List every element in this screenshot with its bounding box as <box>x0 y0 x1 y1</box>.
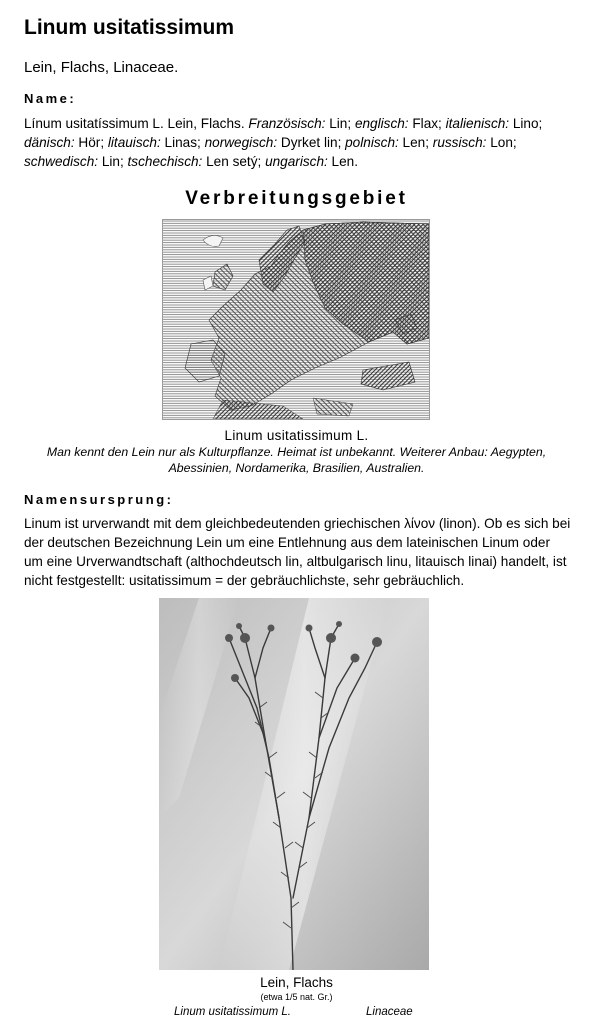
translation-language: italienisch: <box>445 116 510 131</box>
photo-family: Linaceae <box>366 1006 413 1018</box>
page-title: Linum usitatissimum <box>24 16 235 39</box>
translation-term: Lino; <box>509 116 543 131</box>
flax-plant-image <box>159 598 429 970</box>
translation-term: Len; <box>398 135 433 150</box>
translation-language: russisch: <box>432 135 487 150</box>
map-note: Man kennt den Lein nur als Kulturpflanze. Heimat ist unbekannt. Weiterer Anbau: Aegypten, Abessinien, Nordamerika, Brasilien, Australien. <box>46 445 547 475</box>
origin-paragraph: Linum ist urverwandt mit dem gleichbedeutenden griechischen λίνον (linon). Ob es sich bei der deutschen Bezeichnung Lein um eine Entlehnung aus dem lateinischen Linum oder um eine Urverwandtschaft (althochdeutsch lin, altbulgarisch linu, litauisch linai) handelt, ist nicht festgestellt: usitatissimum = der gebräuchlichste, sehr gebräuchlich. <box>24 516 571 588</box>
translation-language: litauisch: <box>107 135 161 150</box>
translation-language: Französisch: <box>248 116 326 131</box>
name-heading: Name: <box>24 91 77 106</box>
name-paragraph <box>24 114 572 171</box>
translation-language: englisch: <box>354 116 409 131</box>
translation-language: schwedisch: <box>24 154 99 169</box>
distribution-heading: Verbreitungsgebiet <box>185 188 408 209</box>
translation-term: Lin; <box>98 154 128 169</box>
map-caption: Linum usitatissimum L. <box>224 428 369 443</box>
origin-heading: Namensursprung: <box>24 492 174 507</box>
translation-language: polnisch: <box>345 135 399 150</box>
photo-latin-name: Linum usitatissimum L. <box>174 1006 291 1018</box>
translation-term: Lin; <box>325 116 355 131</box>
translation-term: Flax; <box>408 116 446 131</box>
latin-name: Línum usitatíssimum L. Lein, Flachs. <box>24 116 245 131</box>
translation-term: Len setý; <box>202 154 266 169</box>
translation-term: Dyrket lin; <box>277 135 346 150</box>
distribution-map <box>162 219 430 420</box>
translation-language: ungarisch: <box>265 154 328 169</box>
translation-term: Linas; <box>160 135 205 150</box>
translation-language: dänisch: <box>24 135 75 150</box>
translation-language: norwegisch: <box>204 135 278 150</box>
translation-term: Lon; <box>486 135 517 150</box>
translation-term: Len. <box>327 154 359 169</box>
europe-map-image <box>163 220 429 419</box>
photo-scale: (etwa 1/5 nat. Gr.) <box>260 992 333 1002</box>
translation-term: Hör; <box>74 135 108 150</box>
flax-plant-photo <box>159 598 429 970</box>
photo-caption: Lein, Flachs <box>260 975 333 990</box>
translation-language: tschechisch: <box>127 154 203 169</box>
page-subtitle: Lein, Flachs, Linaceae. <box>24 59 179 76</box>
